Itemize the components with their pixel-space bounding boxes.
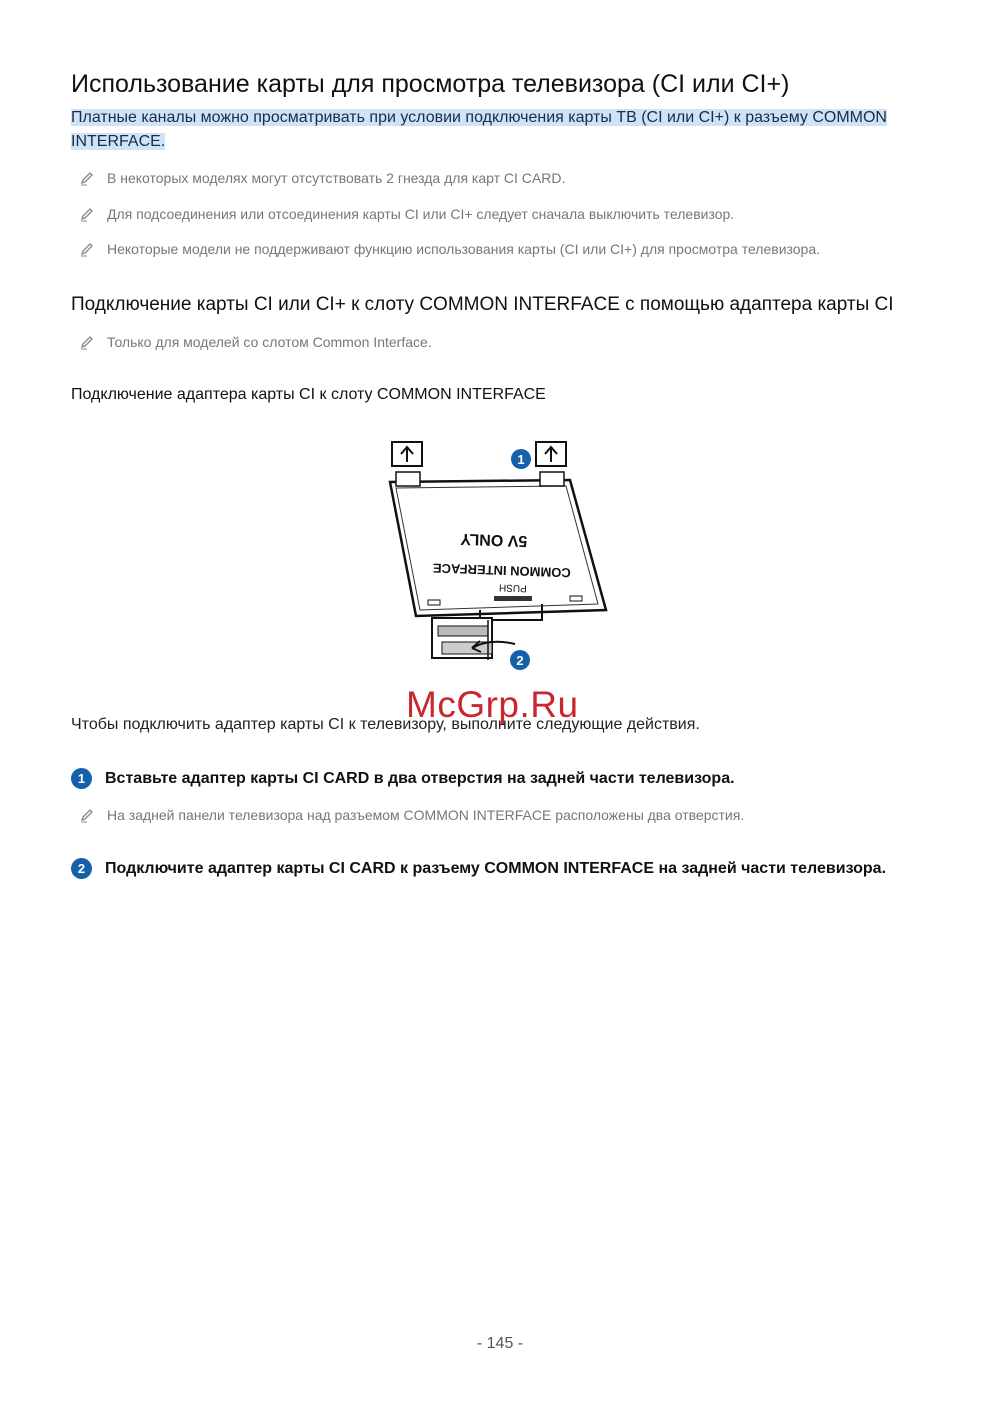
- step-item: [71, 768, 735, 789]
- label-push: PUSH: [498, 581, 527, 594]
- page-title: Использование карты для просмотра телевизора (CI или CI+): [71, 70, 790, 98]
- callout-1-label: 1: [517, 452, 525, 467]
- section-note: [79, 334, 432, 350]
- note-item: [79, 206, 734, 222]
- up-arrow-icon: [392, 442, 422, 466]
- step-number-badge: 2: [71, 858, 92, 879]
- intro-highlight: Платные каналы можно просматривать при условии подключения карты ТВ (CI или CI+) к разъему COMMON INTERFACE.: [71, 109, 887, 150]
- note-item: [79, 241, 820, 257]
- step-item: [71, 858, 886, 879]
- pencil-icon: [79, 241, 95, 257]
- pencil-icon: [79, 334, 95, 350]
- callout-2-label: 2: [516, 653, 524, 668]
- label-5v-only: 5V ONLY: [460, 529, 528, 550]
- label-common-interface: COMMON INTERFACE: [432, 560, 572, 581]
- page-number: - 145 -: [476, 1335, 524, 1352]
- step-number-badge: 1: [71, 768, 92, 789]
- watermark: McGrp.Ru: [406, 684, 579, 725]
- pencil-icon: [79, 206, 95, 222]
- note-text: Для подсоединения или отсоединения карты CI или CI+ следует сначала выключить телевизор.: [107, 206, 735, 222]
- sub-title: Подключение адаптера карты CI к слоту COMMON INTERFACE: [71, 386, 546, 403]
- section-title: Подключение карты CI или CI+ к слоту COMMON INTERFACE с помощью адаптера карты CI: [71, 294, 894, 315]
- note-text: Некоторые модели не поддерживают функцию использования карты (CI или CI+) для просмотра телевизора.: [107, 241, 821, 257]
- pencil-icon: [79, 807, 95, 823]
- steps-lead: Чтобы подключить адаптер карты CI к телевизору, выполните следующие действия.: [71, 716, 700, 733]
- note-text: В некоторых моделях могут отсутствовать 2 гнезда для карт CI CARD.: [107, 170, 566, 186]
- up-arrow-icon: [536, 442, 566, 466]
- note-item: [79, 170, 565, 186]
- pencil-icon: [79, 170, 95, 186]
- note-text: Только для моделей со слотом Common Interface.: [107, 334, 432, 350]
- ci-adapter-diagram: [380, 438, 620, 678]
- step-note: [79, 807, 744, 823]
- step-text: Вставьте адаптер карты CI CARD в два отверстия на задней части телевизора.: [105, 769, 735, 787]
- note-text: На задней панели телевизора над разъемом COMMON INTERFACE расположены два отверстия.: [107, 807, 745, 823]
- step-text: Подключите адаптер карты CI CARD к разъему COMMON INTERFACE на задней части телевизора.: [105, 859, 887, 877]
- intro-paragraph: [71, 106, 931, 154]
